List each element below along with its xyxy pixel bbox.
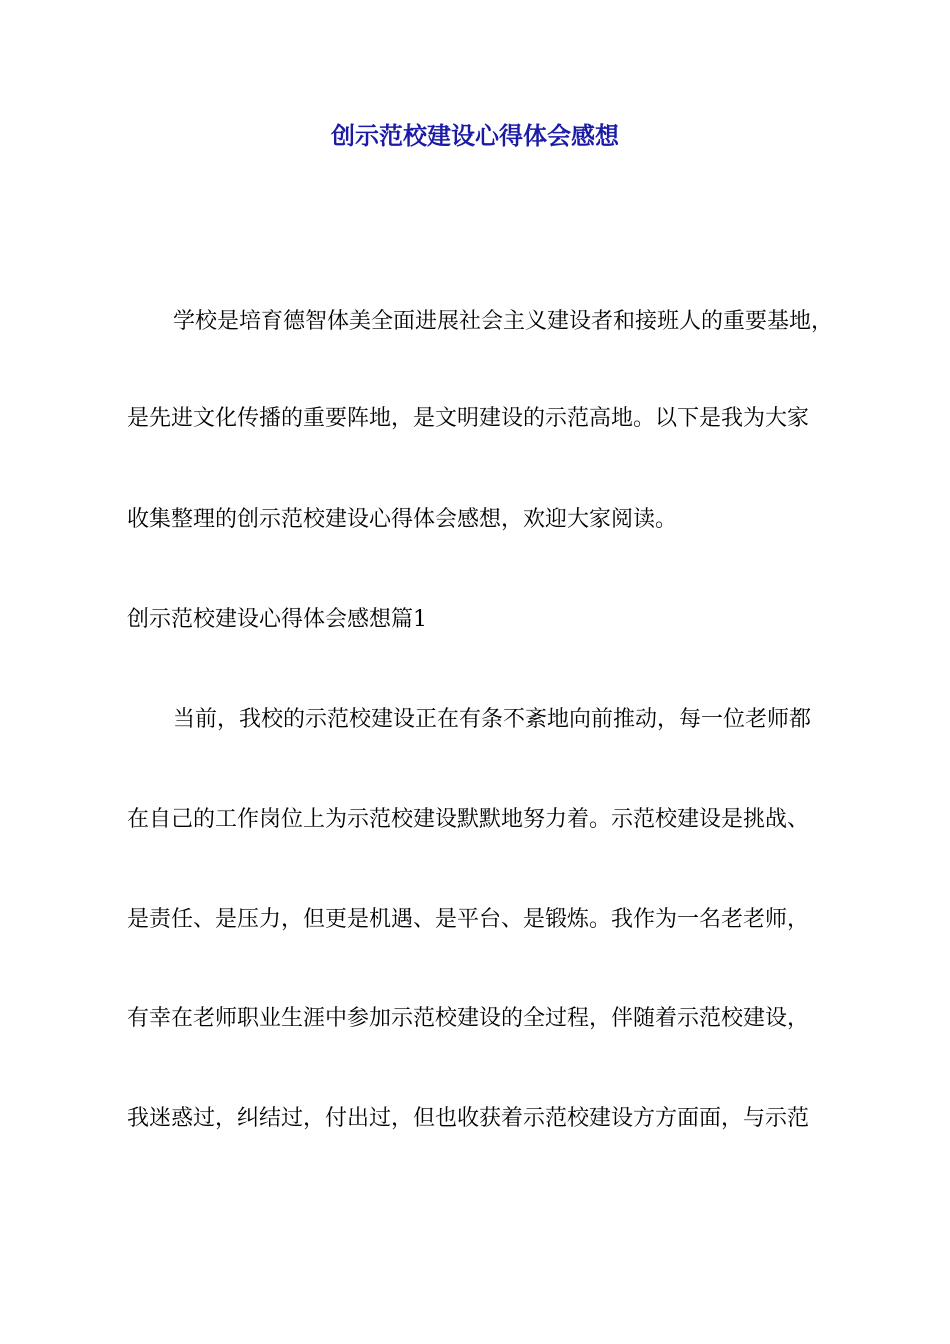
paragraph-line: 收集整理的创示范校建设心得体会感想，欢迎大家阅读。: [127, 507, 678, 532]
paragraph-line: 我迷惑过，纠结过，付出过，但也收获着示范校建设方方面面，与示范: [127, 1106, 810, 1131]
paragraph-line: 有幸在老师职业生涯中参加示范校建设的全过程，伴随着示范校建设，: [127, 1006, 810, 1031]
section-heading: 创示范校建设心得体会感想篇1: [127, 607, 427, 632]
paragraph-line: 学校是培育德智体美全面进展社会主义建设者和接班人的重要基地，: [173, 309, 834, 334]
paragraph-line: 是责任、是压力，但更是机遇、是平台、是锻炼。我作为一名老老师，: [127, 907, 810, 932]
paragraph-line: 在自己的工作岗位上为示范校建设默默地努力着。示范校建设是挑战、: [127, 807, 810, 832]
paragraph-line: 是先进文化传播的重要阵地，是文明建设的示范高地。以下是我为大家: [127, 406, 810, 431]
paragraph-line: 当前，我校的示范校建设正在有条不紊地向前推动，每一位老师都: [173, 707, 812, 732]
document-title: 创示范校建设心得体会感想: [331, 122, 619, 150]
